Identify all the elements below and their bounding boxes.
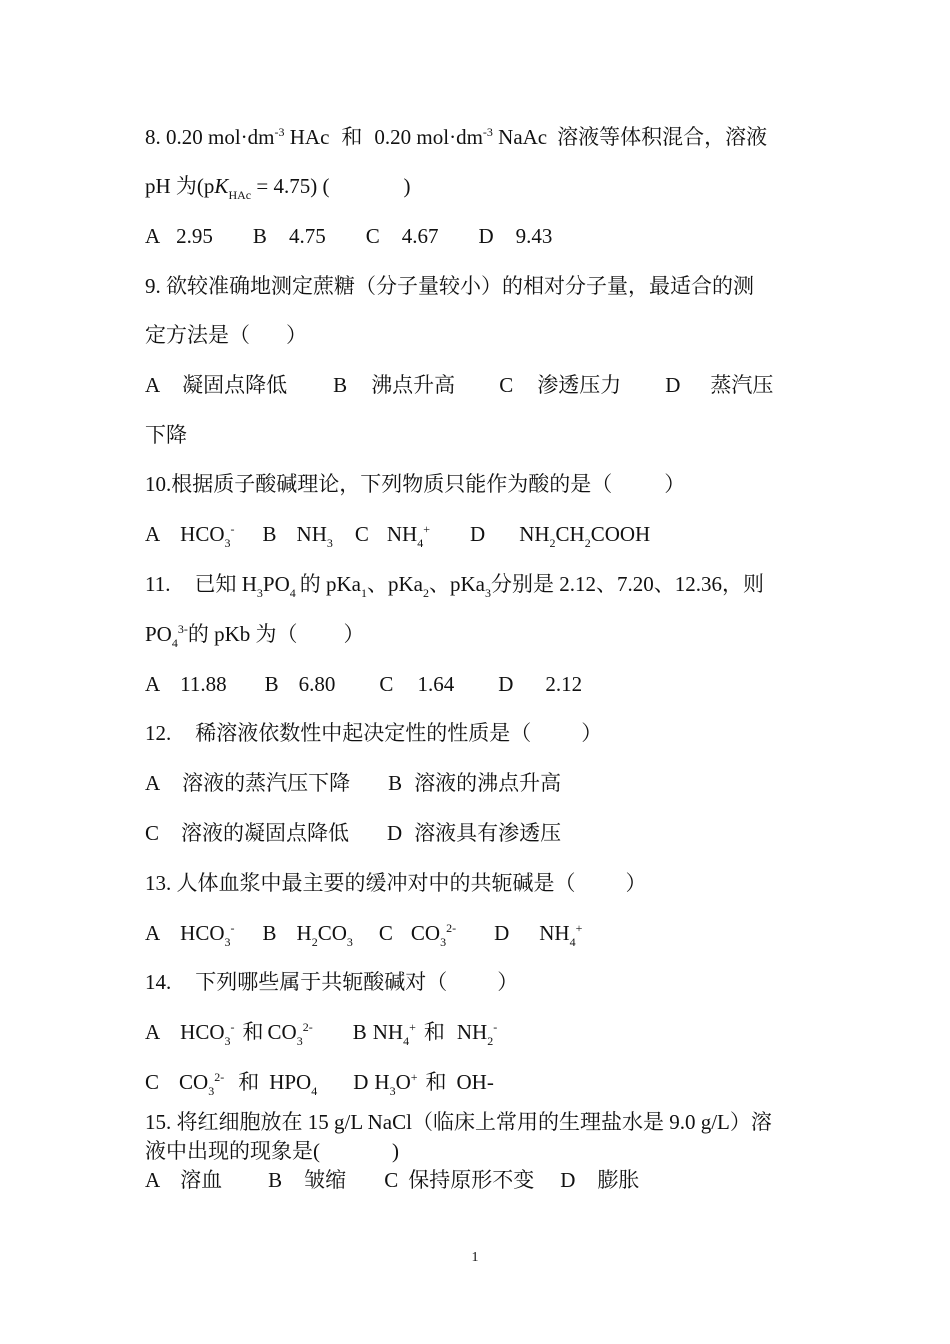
- q11-options: [145, 670, 582, 698]
- option-value: 沸点升高: [371, 373, 456, 397]
- q11-line-1: [145, 570, 764, 598]
- option-letter: B: [268, 1168, 283, 1192]
- subscript: 4: [417, 536, 424, 550]
- option-value: 溶液的凝固点降低: [181, 821, 350, 845]
- subscript: 4: [171, 636, 178, 650]
- page-number: 1: [471, 1250, 479, 1265]
- question-text: 分别是 2.12、7.20、12.36，则: [491, 572, 765, 596]
- option-value: 皱缩: [304, 1168, 347, 1192]
- q15-options: [145, 1166, 639, 1194]
- question-number: 8.: [145, 125, 161, 149]
- formula: H: [374, 1070, 390, 1094]
- subscript: 3: [256, 586, 263, 600]
- formula: COOH: [590, 522, 651, 546]
- answer-blank-close: ）: [664, 472, 686, 496]
- conjunction: 和: [242, 1020, 264, 1044]
- constant-symbol: K: [214, 174, 229, 198]
- formula: NH: [519, 522, 550, 546]
- option-value: 凝固点降低: [182, 373, 288, 397]
- q8-options: [145, 222, 552, 250]
- exponent: -3: [482, 125, 493, 139]
- option-value: 溶血: [180, 1168, 223, 1192]
- question-text: 液中出现的现象是(: [145, 1139, 320, 1163]
- question-number: 11.: [145, 572, 171, 596]
- formula: HCO: [180, 522, 225, 546]
- option-letter: C: [379, 672, 394, 696]
- subscript: 2: [487, 1034, 494, 1048]
- formula: NH: [296, 522, 327, 546]
- answer-blank-close: ）: [343, 622, 365, 646]
- option-letter: A: [145, 771, 161, 795]
- q11-line-2: [145, 620, 365, 648]
- option-letter: C: [354, 522, 369, 546]
- q13-line-1: [145, 869, 647, 897]
- charge: -: [230, 1020, 235, 1034]
- subscript: 1: [361, 586, 368, 600]
- subscript: 3: [224, 935, 231, 949]
- subscript: 3: [440, 935, 447, 949]
- q15-line-2: [145, 1137, 399, 1165]
- species-text: NaAc: [498, 125, 548, 149]
- q13-options: [145, 919, 582, 947]
- question-number: 14.: [145, 970, 172, 994]
- formula: CO: [179, 1070, 209, 1094]
- question-text: 9. 欲较准确地测定蔗糖（分子量较小）的相对分子量，最适合的测: [145, 274, 754, 298]
- option-value-continued: 下降: [145, 423, 187, 447]
- subscript: 2: [311, 935, 318, 949]
- option-letter: D: [470, 522, 486, 546]
- formula: HPO: [269, 1070, 312, 1094]
- question-number: 12.: [145, 721, 172, 745]
- concentration-text: 0.20 mol·dm: [374, 125, 483, 149]
- answer-blank-close: ): [403, 174, 411, 198]
- subscript: 3: [208, 1084, 215, 1098]
- option-value: 11.88: [180, 672, 227, 696]
- q12-options-ab: [145, 769, 561, 797]
- subscript: 3: [346, 935, 353, 949]
- option-letter: B: [264, 672, 279, 696]
- conjunction: 和: [238, 1070, 260, 1094]
- option-letter: A: [145, 1168, 161, 1192]
- option-letter: A: [145, 921, 161, 945]
- question-text: 10.根据质子酸碱理论，下列物质只能作为酸的是（: [145, 472, 613, 496]
- question-text: = 4.75) (: [251, 174, 330, 198]
- question-text: 15. 将红细胞放在 15 g/L NaCl（临床上常用的生理盐水是 9.0 g/L）溶: [145, 1110, 772, 1134]
- option-value: 1.64: [417, 672, 455, 696]
- subscript: 4: [569, 935, 576, 949]
- option-letter: B: [352, 1020, 367, 1044]
- subscript: 3: [296, 1034, 303, 1048]
- q9-line-4: [145, 421, 187, 449]
- subscript: 3: [224, 536, 231, 550]
- formula: O: [395, 1070, 411, 1094]
- subscript: 2: [584, 536, 591, 550]
- q9-line-1: [145, 272, 754, 300]
- subscript: 2: [423, 586, 430, 600]
- answer-blank-close: ）: [286, 323, 307, 347]
- question-text: 溶液等体积混合，溶液: [557, 125, 768, 149]
- option-letter: B: [262, 921, 277, 945]
- option-letter: D: [478, 224, 494, 248]
- charge: 2-: [302, 1020, 313, 1034]
- conjunction: 和: [341, 125, 363, 149]
- charge: -: [230, 522, 235, 536]
- q9-line-2: [145, 321, 307, 349]
- option-letter: D: [494, 921, 510, 945]
- option-letter: B: [262, 522, 277, 546]
- question-text: 的 pKb 为（: [187, 622, 298, 646]
- formula: NH: [372, 1020, 404, 1044]
- q14-line-1: [145, 968, 518, 996]
- question-text: 稀溶液依数性中起决定性的性质是（: [195, 721, 532, 745]
- question-text: 的 pKa: [299, 572, 362, 596]
- charge: +: [423, 522, 431, 536]
- option-letter: C: [378, 921, 393, 945]
- option-letter: D: [387, 821, 403, 845]
- option-value: 渗透压力: [537, 373, 622, 397]
- question-text: 13. 人体血浆中最主要的缓冲对中的共轭碱是（: [145, 871, 576, 895]
- q10-line-1: [145, 470, 685, 498]
- formula: NH: [539, 921, 570, 945]
- subscript: 3: [224, 1034, 231, 1048]
- answer-blank-close: ）: [581, 721, 603, 745]
- question-text: 、pKa: [429, 572, 486, 596]
- option-value: 6.80: [298, 672, 336, 696]
- option-letter: C: [384, 1168, 399, 1192]
- option-value: 9.43: [515, 224, 553, 248]
- species-text: HAc: [289, 125, 330, 149]
- option-letter: A: [145, 373, 161, 397]
- q15-line-1: [145, 1108, 772, 1136]
- formula: HCO: [180, 1020, 225, 1044]
- option-value: 溶液的沸点升高: [414, 771, 562, 795]
- subscript: 4: [311, 1084, 318, 1098]
- option-letter: C: [145, 821, 160, 845]
- option-value: 4.67: [401, 224, 439, 248]
- option-value: 溶液具有渗透压: [414, 821, 562, 845]
- formula: CO: [267, 1020, 297, 1044]
- formula: H: [296, 921, 312, 945]
- subscript: 3: [485, 586, 492, 600]
- formula: HCO: [180, 921, 225, 945]
- subscript: 2: [549, 536, 556, 550]
- exponent: -3: [274, 125, 285, 139]
- option-letter: D: [665, 373, 681, 397]
- option-letter: C: [145, 1070, 160, 1094]
- conjunction: 和: [423, 1020, 445, 1044]
- formula: CH: [555, 522, 585, 546]
- option-letter: B: [388, 771, 403, 795]
- formula: PO: [145, 622, 172, 646]
- option-letter: A: [145, 1020, 161, 1044]
- q8-line-2: [145, 172, 410, 200]
- answer-blank-close: ): [392, 1139, 399, 1163]
- option-letter: B: [252, 224, 267, 248]
- formula: CO: [410, 921, 441, 945]
- formula: PO: [262, 572, 290, 596]
- q14-options-cd: [145, 1068, 494, 1096]
- formula: CO: [317, 921, 347, 945]
- question-text: 定方法是（: [145, 323, 250, 347]
- question-text: 下列哪些属于共轭酸碱对（: [195, 970, 448, 994]
- subscript: 3: [326, 536, 333, 550]
- option-value: 蒸汽压: [710, 373, 774, 397]
- conjunction: 和: [425, 1070, 447, 1094]
- option-value: 2.95: [176, 224, 213, 248]
- option-letter: A: [145, 672, 161, 696]
- option-letter: B: [333, 373, 348, 397]
- option-value: 4.75: [288, 224, 326, 248]
- option-letter: A: [145, 522, 161, 546]
- charge: 3-: [177, 622, 188, 636]
- formula: NH: [386, 522, 418, 546]
- question-text: 、pKa: [367, 572, 424, 596]
- q12-options-cd: [145, 819, 561, 847]
- option-letter: D: [353, 1070, 369, 1094]
- q14-options-ab: [145, 1018, 497, 1046]
- option-value: 2.12: [545, 672, 583, 696]
- subscript: 4: [403, 1034, 410, 1048]
- subscript: 3: [389, 1084, 396, 1098]
- formula: NH: [456, 1020, 488, 1044]
- q9-options: [145, 371, 773, 399]
- answer-blank-close: ）: [625, 871, 647, 895]
- subscript: HAc: [228, 188, 252, 202]
- concentration-text: 0.20 mol·dm: [166, 125, 275, 149]
- option-value: 膨胀: [597, 1168, 640, 1192]
- charge: 2-: [446, 921, 457, 935]
- option-letter: D: [498, 672, 514, 696]
- question-text: pH 为(p: [145, 174, 215, 198]
- option-letter: C: [365, 224, 380, 248]
- charge: +: [410, 1070, 418, 1084]
- q8-line-1: [145, 123, 767, 151]
- answer-blank-close: ）: [497, 970, 519, 994]
- subscript: 4: [289, 586, 296, 600]
- option-letter: C: [499, 373, 514, 397]
- option-letter: A: [145, 224, 161, 248]
- question-text: 已知 H: [194, 572, 257, 596]
- charge: +: [409, 1020, 416, 1034]
- charge: -: [230, 921, 235, 935]
- q10-options: [145, 520, 650, 548]
- option-value: 保持原形不变: [408, 1168, 535, 1192]
- charge: +: [575, 921, 583, 935]
- charge: 2-: [214, 1070, 225, 1084]
- formula: OH-: [456, 1070, 494, 1094]
- option-letter: D: [560, 1168, 576, 1192]
- option-value: 溶液的蒸汽压下降: [182, 771, 351, 795]
- q12-line-1: [145, 719, 602, 747]
- charge: -: [493, 1020, 498, 1034]
